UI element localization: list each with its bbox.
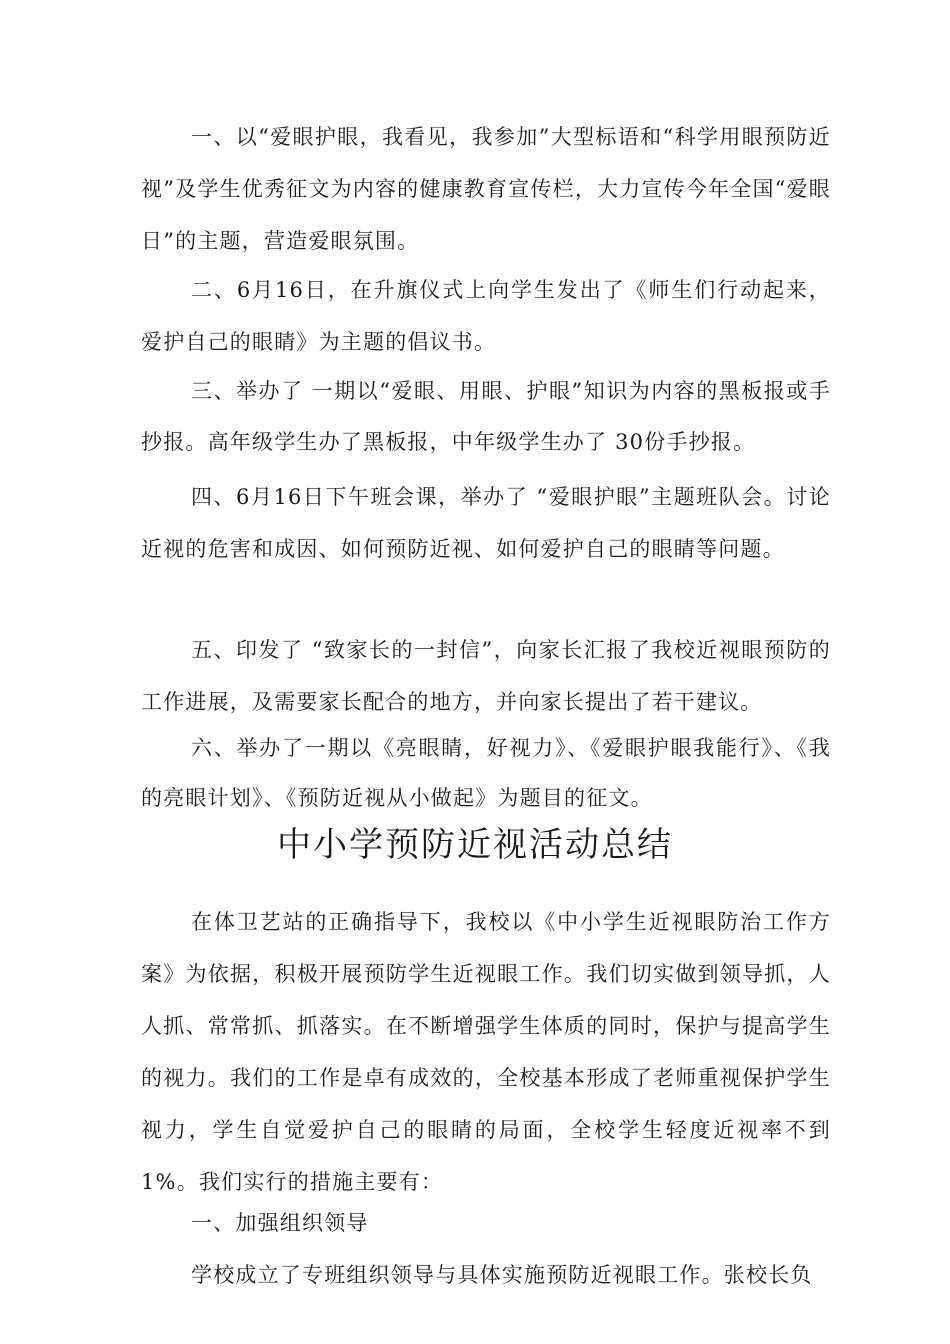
paragraph-4: 四、6月16日下午班会课，举办了 “爱眼护眼”主题班队会。讨论近视的危害和成因、如何预防近视、如何爱护自己的眼睛等问题。 — [141, 485, 831, 561]
intro-paragraph: 在体卫艺站的正确指导下，我校以《中小学生近视眼防治工作方案》为依据，积极开展预防学生近视眼工作。我们切实做到领导抓，人人抓、常常抓、抓落实。在不断增强学生体质的同时，保护与提高学生的视力。我们的工作是卓有成效的，全校基本形成了老师重视保护学生视力，学生自觉爱护自己的眼睛的局面，全校学生轻度近视率不到1%。我们实行的措施主要有： — [141, 910, 831, 1194]
document-title: 中小学预防近视活动总结 — [277, 825, 673, 865]
paragraph-3: 三、举办了 一期以“爱眼、用眼、护眼”知识为内容的黑板报或手抄报。高年级学生办了黑板报，中年级学生办了 30份手抄报。 — [141, 379, 831, 454]
paragraph-5: 五、印发了 “致家长的一封信”，向家长汇报了我校近视眼预防的工作进展，及需要家长配合的地方，并向家长提出了若干建议。 — [141, 638, 831, 714]
section-heading: 一、加强组织领导 — [191, 1211, 369, 1235]
paragraph-2: 二、6月16日，在升旗仪式上向学生发出了《师生们行动起来，爱护自己的眼睛》为主题的倡议书。 — [141, 278, 831, 354]
paragraph-6: 六、举办了一期以《亮眼睛，好视力》、《爱眼护眼我能行》、《我的亮眼计划》、《预防近视从小做起》为题目的征文。 — [141, 736, 831, 810]
section-body: 学校成立了专班组织领导与具体实施预防近视眼工作。张校长负 — [191, 1263, 813, 1287]
paragraph-1: 一、以“爱眼护眼，我看见，我参加”大型标语和“科学用眼预防近视”及学生优秀征文为内容的健康教育宣传栏，大力宣传今年全国“爱眼日”的主题，营造爱眼氛围。 — [141, 125, 831, 253]
